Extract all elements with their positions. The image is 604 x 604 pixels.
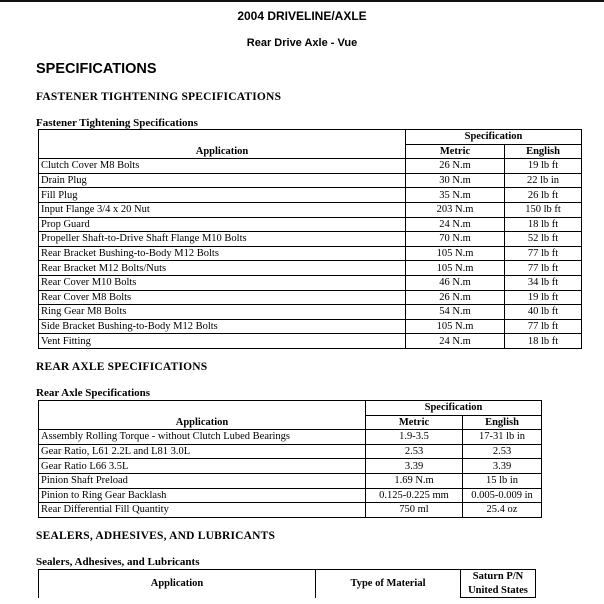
rear-axle-table-cell-english: 17-31 lb in bbox=[463, 430, 542, 445]
rear-axle-table-cell-metric: 1.9-3.5 bbox=[366, 430, 463, 445]
fastener-table-row bbox=[39, 173, 582, 188]
fastener-table-row bbox=[39, 246, 582, 261]
rear-axle-table-row bbox=[39, 459, 542, 474]
fastener-table-cell-english: 77 lb ft bbox=[505, 246, 582, 261]
fastener-col-specification: Specification bbox=[406, 130, 582, 145]
fastener-table-cell-application: Vent Fitting bbox=[39, 334, 406, 349]
fastener-table-cell-english: 34 lb ft bbox=[505, 275, 582, 290]
rear-axle-table-cell-metric: 3.39 bbox=[366, 459, 463, 474]
page-heading: SPECIFICATIONS bbox=[36, 61, 157, 77]
fastener-table-cell-application: Rear Bracket M12 Bolts/Nuts bbox=[39, 261, 406, 276]
fastener-table-cell-metric: 105 N.m bbox=[406, 246, 505, 261]
fastener-table-cell-application: Side Bracket Bushing-to-Body M12 Bolts bbox=[39, 319, 406, 334]
fastener-table-cell-metric: 26 N.m bbox=[406, 290, 505, 305]
fastener-table-cell-english: 77 lb ft bbox=[505, 261, 582, 276]
rear-axle-table-caption: Rear Axle Specifications bbox=[36, 387, 151, 399]
fastener-table-cell-english: 150 lb ft bbox=[505, 202, 582, 217]
fastener-table-cell-application: Fill Plug bbox=[39, 188, 406, 203]
fastener-table-cell-metric: 203 N.m bbox=[406, 202, 505, 217]
page-top-edge bbox=[0, 0, 604, 2]
rear-axle-table-cell-english: 3.39 bbox=[463, 459, 542, 474]
rear-axle-table-cell-english: 2.53 bbox=[463, 444, 542, 459]
sealers-col-part-region: United States bbox=[461, 584, 536, 598]
fastener-table bbox=[38, 129, 582, 349]
fastener-table-row bbox=[39, 217, 582, 232]
rear-axle-col-specification: Specification bbox=[366, 401, 542, 416]
fastener-col-metric: Metric bbox=[406, 144, 505, 159]
fastener-table-row bbox=[39, 261, 582, 276]
sealers-section-heading: SEALERS, ADHESIVES, AND LUBRICANTS bbox=[36, 530, 276, 542]
fastener-table-row bbox=[39, 319, 582, 334]
rear-axle-table-row bbox=[39, 473, 542, 488]
fastener-table-row bbox=[39, 188, 582, 203]
sealers-table-caption: Sealers, Adhesives, and Lubricants bbox=[36, 556, 200, 568]
document-title: 2004 DRIVELINE/AXLE bbox=[237, 9, 367, 23]
fastener-section-heading: FASTENER TIGHTENING SPECIFICATIONS bbox=[36, 91, 282, 103]
fastener-table-cell-application: Drain Plug bbox=[39, 173, 406, 188]
rear-axle-table-cell-application: Gear Ratio L66 3.5L bbox=[39, 459, 366, 474]
rear-axle-table bbox=[38, 400, 542, 518]
rear-axle-table-row bbox=[39, 430, 542, 445]
sealers-col-part-number: Saturn P/N bbox=[461, 570, 536, 584]
fastener-table-cell-english: 19 lb ft bbox=[505, 159, 582, 174]
fastener-table-cell-application: Rear Bracket Bushing-to-Body M12 Bolts bbox=[39, 246, 406, 261]
fastener-table-row bbox=[39, 305, 582, 320]
rear-axle-col-metric: Metric bbox=[366, 415, 463, 430]
rear-axle-table-cell-application: Pinion to Ring Gear Backlash bbox=[39, 488, 366, 503]
fastener-table-cell-application: Propeller Shaft-to-Drive Shaft Flange M10 Bolts bbox=[39, 232, 406, 247]
fastener-table-cell-metric: 105 N.m bbox=[406, 319, 505, 334]
fastener-col-english: English bbox=[505, 144, 582, 159]
fastener-table-cell-metric: 35 N.m bbox=[406, 188, 505, 203]
rear-axle-table-cell-metric: 0.125-0.225 mm bbox=[366, 488, 463, 503]
fastener-table-row bbox=[39, 290, 582, 305]
rear-axle-table-cell-metric: 1.69 N.m bbox=[366, 473, 463, 488]
rear-axle-table-cell-application: Assembly Rolling Torque - without Clutch Lubed Bearings bbox=[39, 430, 366, 445]
fastener-table-cell-metric: 105 N.m bbox=[406, 261, 505, 276]
sealers-col-type: Type of Material bbox=[316, 570, 461, 598]
rear-axle-table-cell-metric: 750 ml bbox=[366, 503, 463, 518]
sealers-table bbox=[38, 569, 536, 598]
fastener-col-application: Application bbox=[39, 130, 406, 159]
fastener-table-cell-english: 52 lb ft bbox=[505, 232, 582, 247]
fastener-table-cell-english: 19 lb ft bbox=[505, 290, 582, 305]
fastener-table-cell-metric: 70 N.m bbox=[406, 232, 505, 247]
fastener-table-row bbox=[39, 159, 582, 174]
fastener-table-row bbox=[39, 202, 582, 217]
fastener-table-cell-application: Rear Cover M8 Bolts bbox=[39, 290, 406, 305]
fastener-table-cell-metric: 54 N.m bbox=[406, 305, 505, 320]
rear-axle-table-row bbox=[39, 503, 542, 518]
fastener-table-cell-metric: 26 N.m bbox=[406, 159, 505, 174]
rear-axle-col-application: Application bbox=[39, 401, 366, 430]
fastener-table-cell-english: 26 lb ft bbox=[505, 188, 582, 203]
fastener-table-cell-application: Clutch Cover M8 Bolts bbox=[39, 159, 406, 174]
rear-axle-table-cell-english: 25.4 oz bbox=[463, 503, 542, 518]
fastener-table-row bbox=[39, 275, 582, 290]
rear-axle-table-cell-application: Rear Differential Fill Quantity bbox=[39, 503, 366, 518]
rear-axle-table-row bbox=[39, 488, 542, 503]
fastener-table-cell-application: Prop Guard bbox=[39, 217, 406, 232]
fastener-table-cell-english: 18 lb ft bbox=[505, 217, 582, 232]
fastener-table-cell-english: 40 lb ft bbox=[505, 305, 582, 320]
fastener-table-caption: Fastener Tightening Specifications bbox=[36, 117, 198, 129]
rear-axle-col-english: English bbox=[463, 415, 542, 430]
fastener-table-cell-application: Rear Cover M10 Bolts bbox=[39, 275, 406, 290]
rear-axle-table-cell-english: 15 lb in bbox=[463, 473, 542, 488]
rear-axle-section-heading: REAR AXLE SPECIFICATIONS bbox=[36, 361, 208, 373]
fastener-table-cell-metric: 24 N.m bbox=[406, 334, 505, 349]
fastener-table-cell-english: 22 lb in bbox=[505, 173, 582, 188]
rear-axle-table-cell-metric: 2.53 bbox=[366, 444, 463, 459]
fastener-table-cell-application: Input Flange 3/4 x 20 Nut bbox=[39, 202, 406, 217]
rear-axle-table-cell-application: Gear Ratio, L61 2.2L and L81 3.0L bbox=[39, 444, 366, 459]
sealers-col-application: Application bbox=[39, 570, 316, 598]
fastener-table-row bbox=[39, 232, 582, 247]
rear-axle-table-cell-application: Pinion Shaft Preload bbox=[39, 473, 366, 488]
fastener-table-cell-english: 77 lb ft bbox=[505, 319, 582, 334]
fastener-table-row bbox=[39, 334, 582, 349]
fastener-table-cell-metric: 30 N.m bbox=[406, 173, 505, 188]
fastener-table-cell-english: 18 lb ft bbox=[505, 334, 582, 349]
fastener-table-cell-metric: 24 N.m bbox=[406, 217, 505, 232]
fastener-table-cell-metric: 46 N.m bbox=[406, 275, 505, 290]
fastener-table-cell-application: Ring Gear M8 Bolts bbox=[39, 305, 406, 320]
rear-axle-table-cell-english: 0.005-0.009 in bbox=[463, 488, 542, 503]
rear-axle-table-row bbox=[39, 444, 542, 459]
document-subtitle: Rear Drive Axle - Vue bbox=[246, 37, 358, 49]
